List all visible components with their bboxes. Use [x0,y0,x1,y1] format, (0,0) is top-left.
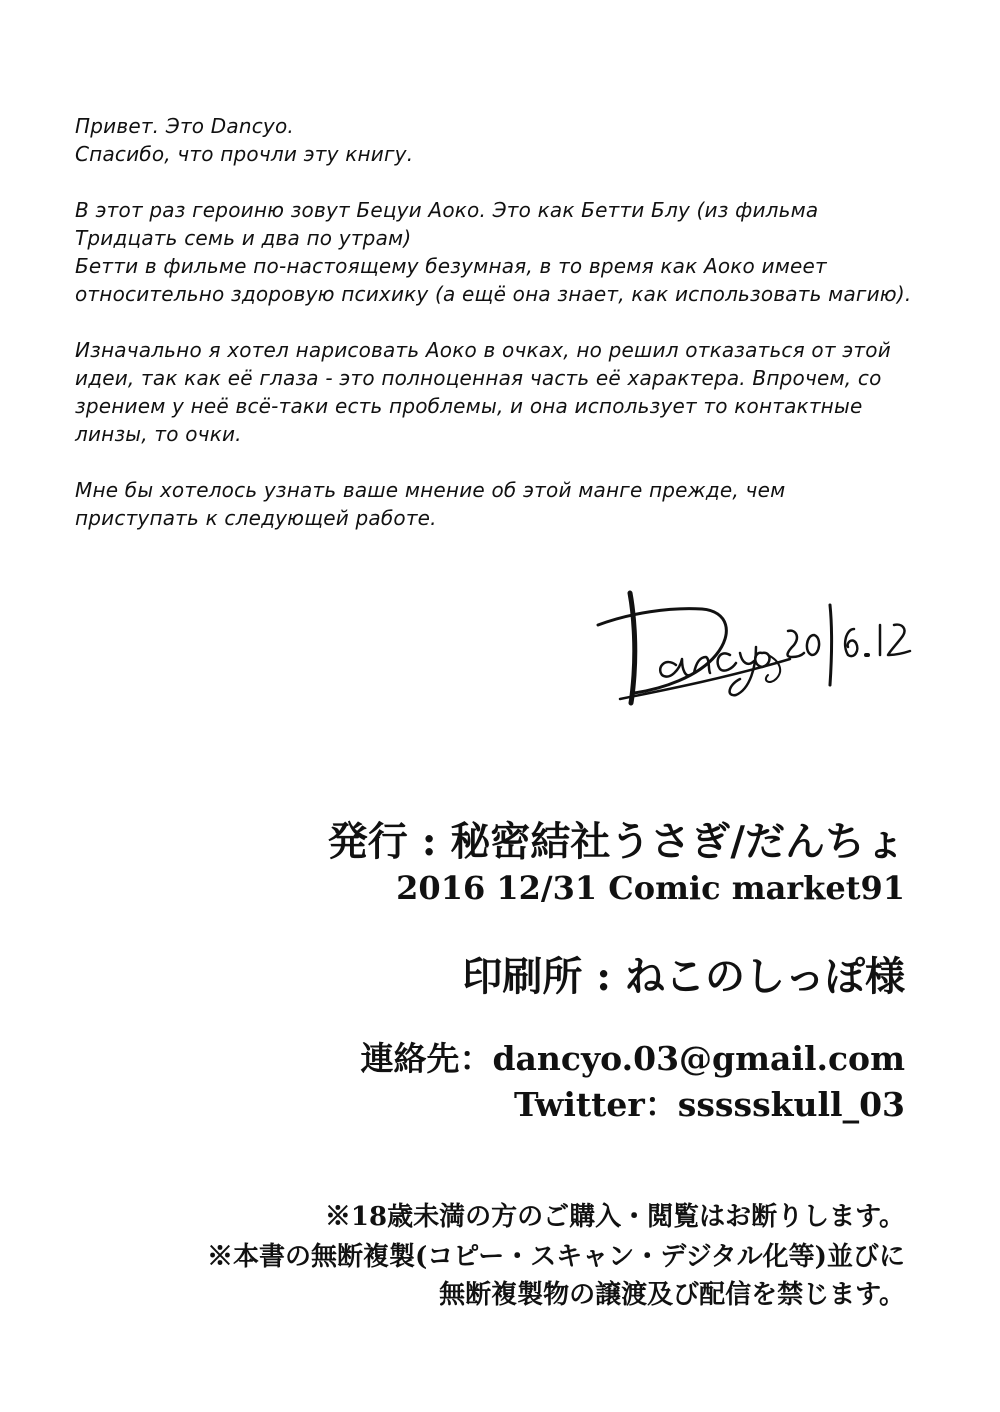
publisher-name: 秘密結社うさぎ/だんちょ [450,818,905,865]
text-line: приступать к следующей работе. [75,506,437,530]
twitter-label: Twitter [514,1085,645,1124]
text-line: линзы, то очки. [75,422,242,446]
printer-name: ねこのしっぽ様 [625,953,905,1000]
printer-label: 印刷所 [462,953,583,1000]
paragraph-greeting [75,112,975,168]
separator: ： [459,1039,493,1078]
publisher-label: 発行 [327,818,408,865]
text-line: идеи, так как её глаза - это полноценная часть её характера. Впрочем, со [75,366,882,390]
separator: : [407,818,451,865]
text-line: Изначально я хотел нарисовать Аоко в очках, но решил отказаться от этой [75,338,891,362]
contact-twitter-line [514,1084,905,1126]
publisher-line [328,818,905,866]
printer-line [462,953,905,1001]
separator: ： [644,1085,678,1124]
age-notice: ※18歳未満の方のご購入・閲覧はお断りします。 [324,1202,905,1232]
text-line: Мне бы хотелось узнать ваше мнение об этой манге прежде, чем [75,478,786,502]
contact-email-line [360,1038,905,1080]
text-line: Бетти в фильме по-настоящему безумная, в то время как Аоко имеет [75,254,827,278]
text-line: относительно здоровую психику (а ещё она знает, как использовать магию). [75,282,912,306]
paragraph-feedback [75,476,975,532]
paragraph-glasses [75,336,975,448]
separator: : [582,953,625,1000]
twitter-handle: ssssskull_03 [677,1085,905,1124]
contact-email: dancyo.03@gmail.com [492,1039,905,1078]
text-line: В этот раз героиню зовут Бецуи Аоко. Это как Бетти Блу (из фильма [75,198,819,222]
handwritten-signature [590,585,920,715]
afterword-text [75,112,975,560]
copyright-notice-line1: ※本書の無断複製(コピー・スキャン・デジタル化等)並びに [206,1242,905,1272]
contact-label: 連絡先 [360,1039,460,1078]
event-line: 2016 12/31 Comic market91 [396,869,905,907]
text-line: Привет. Это Dancyo. [75,114,294,138]
text-line: Тридцать семь и два по утрам) [75,226,412,250]
paragraph-heroine [75,196,975,308]
text-line: зрением у неё всё-таки есть проблемы, и она использует то контактные [75,394,863,418]
copyright-notice-line2: 無断複製物の譲渡及び配信を禁じます。 [439,1280,905,1310]
text-line: Спасибо, что прочли эту книгу. [75,142,414,166]
